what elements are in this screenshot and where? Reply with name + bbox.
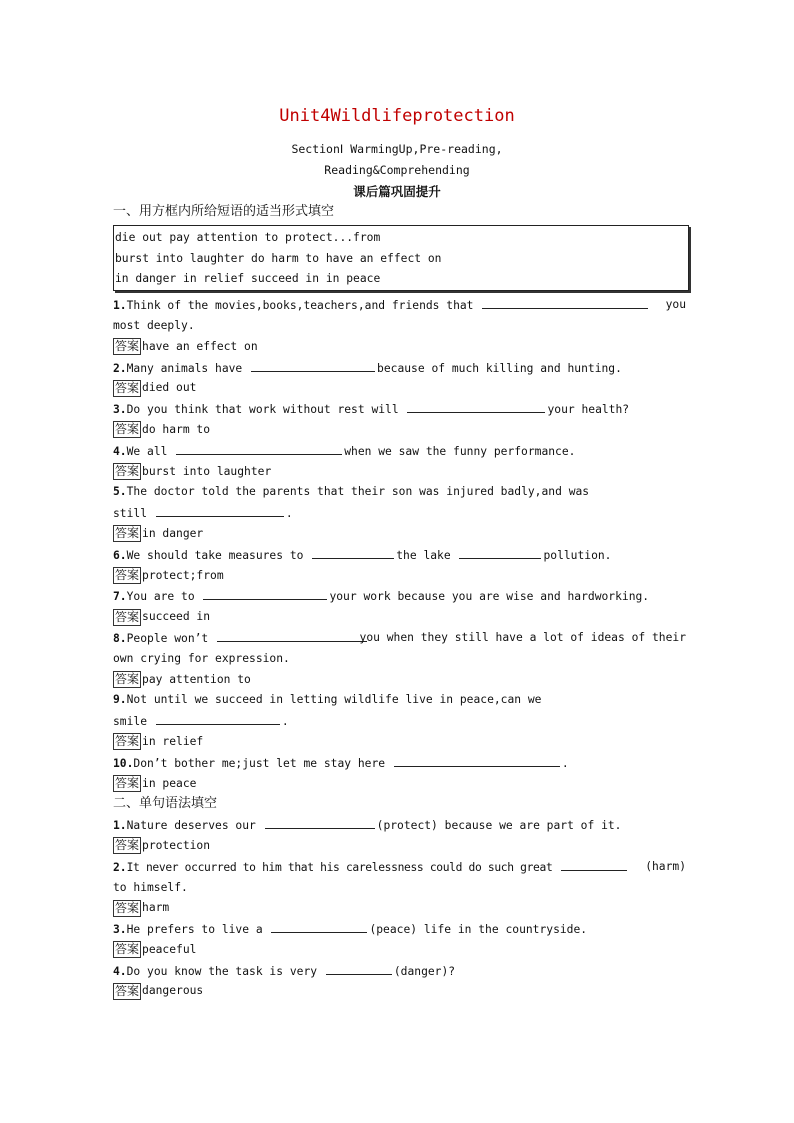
answer-label: 答案 <box>115 942 140 957</box>
question-number: 2. <box>113 860 127 874</box>
question-number: 1. <box>113 299 127 313</box>
answer-text: have an effect on <box>142 339 258 353</box>
phrase-box-line: burst into laughter do harm to have an effect on <box>115 251 442 265</box>
answer-text: pay attention to <box>142 672 251 686</box>
question-9 <box>113 690 683 711</box>
grammar-question-2 <box>113 857 686 878</box>
answer-row <box>113 337 683 358</box>
question-text: (protect) because we are part of it. <box>376 819 622 833</box>
question-5 <box>113 482 683 503</box>
question-number: 4. <box>113 444 127 458</box>
phrase-box <box>113 225 689 291</box>
answer-text: in danger <box>142 526 204 540</box>
grammar-question-2-line2: to himself. <box>113 880 188 894</box>
answer-row <box>113 940 683 961</box>
question-text: The doctor told the parents that their son was injured badly,and was <box>126 485 590 499</box>
question-6 <box>113 545 683 566</box>
answer-label: 答案 <box>115 339 140 354</box>
unit-title: Unit4Wildlifeprotection <box>279 106 515 126</box>
answer-row <box>113 836 683 857</box>
answer-text: in peace <box>142 776 197 790</box>
question-text: Do you think that work without rest will <box>126 403 406 417</box>
answer-label: 答案 <box>115 380 140 395</box>
question-text: Don’t bother me;just let me stay here <box>133 756 392 770</box>
question-text: still <box>113 507 154 521</box>
question-number: 6. <box>113 548 127 562</box>
question-text: pollution. <box>543 548 612 562</box>
question-1 <box>113 295 686 316</box>
answer-text: protection <box>142 838 211 852</box>
answer-row <box>113 420 683 441</box>
answer-text: protect;from <box>142 568 224 582</box>
answer-blank[interactable] <box>482 295 648 309</box>
answer-blank[interactable] <box>271 919 367 933</box>
question-text: It never occurred to him that his carelessness could do such great <box>126 860 559 874</box>
question-number: 10. <box>113 756 134 770</box>
answer-label: 答案 <box>115 526 140 541</box>
answer-blank[interactable] <box>251 358 375 372</box>
question-3 <box>113 399 683 420</box>
answer-blank[interactable] <box>326 961 392 975</box>
answer-text: do harm to <box>142 422 211 436</box>
answer-row <box>113 670 683 691</box>
question-text: Not until we succeed in letting wildlife live in peace,can we <box>126 693 542 707</box>
answer-blank[interactable] <box>176 441 342 455</box>
phrase-box-line: in danger in relief succeed in in peace <box>115 272 381 286</box>
question-text: He prefers to live a <box>126 923 270 937</box>
section-title-line1: SectionⅠ WarmingUp,Pre-reading, <box>291 142 503 156</box>
question-number: 1. <box>113 819 127 833</box>
answer-text: succeed in <box>142 610 211 624</box>
section-subheading: 课后篇巩固提升 <box>353 184 441 199</box>
question-text: your health? <box>547 403 630 417</box>
answer-row <box>113 732 683 753</box>
answer-label: 答案 <box>115 838 140 853</box>
grammar-question-1 <box>113 815 683 836</box>
question-5-line2 <box>113 503 683 524</box>
section-title-line2: Reading&Comprehending <box>324 163 470 177</box>
answer-label: 答案 <box>115 734 140 749</box>
question-text: People won’t <box>126 631 216 645</box>
question-7 <box>113 586 683 607</box>
question-number: 8. <box>113 631 127 645</box>
answer-blank[interactable] <box>407 399 545 413</box>
answer-label: 答案 <box>115 422 140 437</box>
answer-label: 答案 <box>115 609 140 624</box>
question-number: 7. <box>113 590 127 604</box>
answer-row <box>113 981 683 1002</box>
answer-text: harm <box>142 901 170 915</box>
question-number: 3. <box>113 923 127 937</box>
question-number: 3. <box>113 403 127 417</box>
answer-row <box>113 524 683 545</box>
question-number: 2. <box>113 361 127 375</box>
question-9-line2 <box>113 711 683 732</box>
answer-blank[interactable] <box>561 857 627 871</box>
question-8 <box>113 628 686 649</box>
answer-label: 答案 <box>115 776 140 791</box>
question-number: 4. <box>113 964 127 978</box>
worksheet-content <box>113 202 686 1002</box>
question-text: when we saw the funny performance. <box>344 444 576 458</box>
question-1-line2: most deeply. <box>113 318 195 332</box>
answer-text: peaceful <box>142 942 197 956</box>
answer-blank[interactable] <box>312 545 394 559</box>
grammar-question-3 <box>113 919 683 940</box>
grammar-question-4 <box>113 961 683 982</box>
answer-blank[interactable] <box>217 628 367 642</box>
answer-row <box>113 378 683 399</box>
question-text: . <box>561 756 569 770</box>
question-text: Nature deserves our <box>126 819 263 833</box>
question-2 <box>113 358 683 379</box>
question-text: (harm) <box>645 859 686 873</box>
question-text: . <box>281 715 289 729</box>
phrase-box-line: die out pay attention to protect...from <box>115 230 381 244</box>
answer-row <box>113 462 683 483</box>
answer-blank[interactable] <box>156 711 280 725</box>
question-number: 5. <box>113 485 127 499</box>
part1-heading: 一、用方框内所给短语的适当形式填空 <box>113 204 335 219</box>
answer-blank[interactable] <box>459 545 541 559</box>
question-text: your work because you are wise and hardworking. <box>329 590 650 604</box>
question-text: We should take measures to <box>126 548 311 562</box>
question-text: because of much killing and hunting. <box>377 361 622 375</box>
question-text: Do you know the task is very <box>126 964 324 978</box>
question-text: Think of the movies,books,teachers,and friends that <box>126 299 481 313</box>
question-text: smile <box>113 715 154 729</box>
answer-label: 答案 <box>115 672 140 687</box>
answer-text: burst into laughter <box>142 464 272 478</box>
question-text: . <box>285 507 293 521</box>
answer-text: dangerous <box>142 984 204 998</box>
part2-heading: 二、单句语法填空 <box>113 796 218 812</box>
question-10 <box>113 753 683 774</box>
answer-row <box>113 898 683 919</box>
answer-blank[interactable] <box>203 586 327 600</box>
answer-text: in relief <box>142 734 204 748</box>
question-8-line2: own crying for expression. <box>113 651 290 665</box>
answer-label: 答案 <box>115 464 140 479</box>
question-4 <box>113 441 683 462</box>
question-text: Many animals have <box>126 361 250 375</box>
answer-label: 答案 <box>115 900 140 915</box>
question-number: 9. <box>113 693 127 707</box>
question-text: the lake <box>396 548 458 562</box>
answer-row <box>113 607 683 628</box>
question-text: you <box>665 298 686 312</box>
question-text: (danger)? <box>393 964 456 978</box>
answer-label: 答案 <box>115 983 140 998</box>
answer-blank[interactable] <box>265 815 375 829</box>
answer-blank[interactable] <box>394 753 560 767</box>
question-text: We all <box>126 444 175 458</box>
question-text: You are to <box>126 590 202 604</box>
answer-row <box>113 566 683 587</box>
answer-blank[interactable] <box>156 503 284 517</box>
answer-label: 答案 <box>115 568 140 583</box>
answer-text: died out <box>142 381 197 395</box>
question-text: you when they still have a lot of ideas of their <box>359 630 686 644</box>
answer-row <box>113 774 683 795</box>
question-text: (peace) life in the countryside. <box>369 923 588 937</box>
